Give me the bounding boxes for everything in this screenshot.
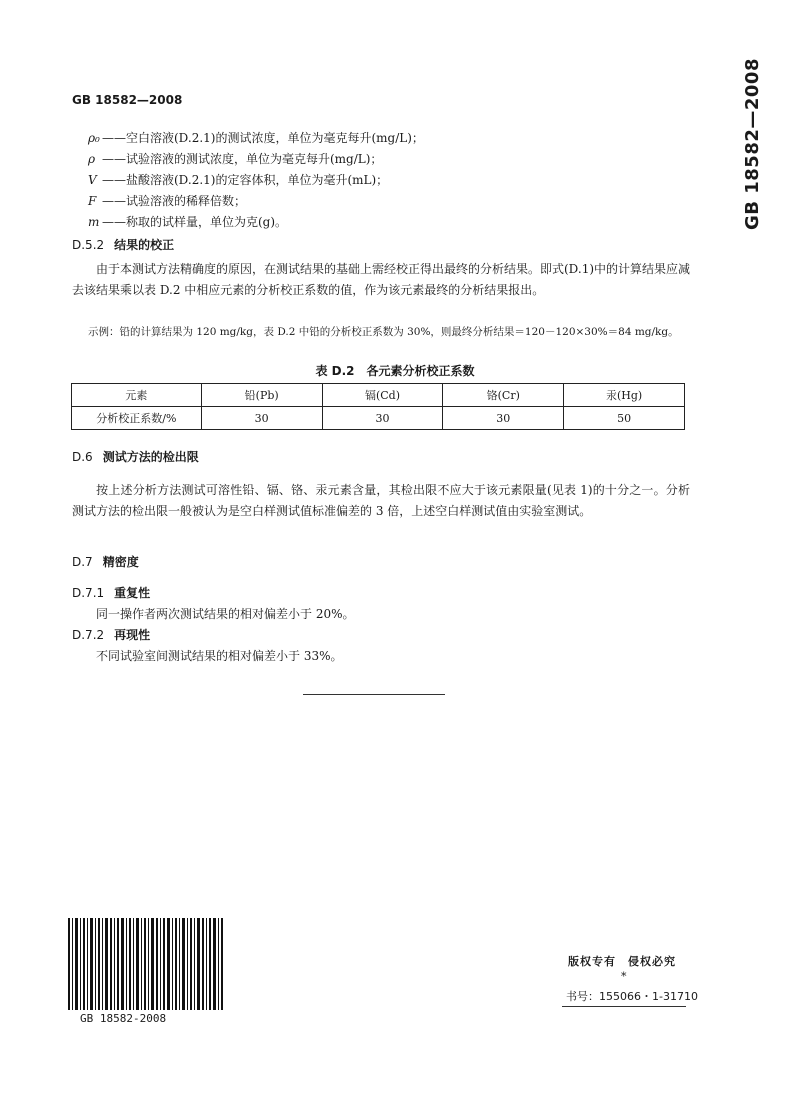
- definition-text: ——试验溶液的测试浓度，单位为毫克每升(mg/L)；: [102, 152, 383, 166]
- paragraph-text: 由于本测试方法精确度的原因，在测试结果的基础上需经校正得出最终的分析结果。即式(D.1)中的计算结果应减去该结果乘以表 D.2 中相应元素的分析校正系数的值，作为该元素最终的分析结果报出。: [72, 262, 691, 297]
- section-number: D.7.2: [72, 628, 105, 642]
- definition-symbol: F: [88, 194, 97, 208]
- definition-text: ——盐酸溶液(D.2.1)的定容体积，单位为毫升(mL)；: [102, 173, 389, 187]
- table-header-cell: 汞(Hg): [564, 384, 685, 407]
- definition-symbol: V: [88, 173, 97, 187]
- definition-item: [88, 149, 424, 170]
- star-mark: *: [621, 970, 627, 983]
- paragraph-correction: [72, 259, 690, 301]
- copyright-notice: 版权专有 侵权必究: [568, 955, 676, 968]
- book-number-rule: [562, 1006, 686, 1007]
- definition-item: [88, 128, 424, 149]
- section-heading-d72: [72, 626, 150, 643]
- barcode-icon: [66, 918, 226, 1010]
- table-row: [72, 407, 685, 430]
- correction-factor-table: [71, 383, 685, 430]
- section-heading-d6: [72, 448, 199, 465]
- paragraph-repeatability: 同一操作者两次测试结果的相对偏差小于 20%。: [96, 607, 355, 621]
- section-heading-d71: [72, 584, 150, 601]
- table-cell: 50: [564, 407, 685, 430]
- paragraph-text: 按上述分析方法测试可溶性铅、镉、铬、汞元素含量，其检出限不应大于该元素限量(见表 1)的十分之一。分析测试方法的检出限一般被认为是空白样测试值标准偏差的 3 倍，上述空白样测试值由实验室测试。: [72, 483, 690, 518]
- table-header-row: [72, 384, 685, 407]
- page-header: GB 18582—2008: [72, 93, 183, 107]
- definition-text: ——试验溶液的稀释倍数；: [102, 194, 247, 208]
- definition-text: ——空白溶液(D.2.1)的测试浓度，单位为毫克每升(mg/L)；: [102, 131, 424, 145]
- definition-item: [88, 212, 424, 233]
- section-heading-d7: [72, 553, 139, 570]
- barcode-caption: GB 18582-2008: [80, 1012, 167, 1025]
- section-number: D.6: [72, 450, 93, 464]
- definition-item: [88, 170, 424, 191]
- definition-text: ——称取的试样量，单位为克(g)。: [102, 215, 288, 229]
- variable-definitions: [88, 128, 424, 233]
- definition-item: [88, 191, 424, 212]
- example-note: 示例：铅的计算结果为 120 mg/kg，表 D.2 中铅的分析校正系数为 30%，则最终分析结果＝120－120×30%＝84 mg/kg。: [88, 326, 679, 338]
- table-header-cell: 铅(Pb): [201, 384, 322, 407]
- table-cell: 分析校正系数/%: [72, 407, 202, 430]
- paragraph-detection-limit: [72, 480, 690, 522]
- section-title: 重复性: [114, 586, 151, 600]
- table-cell: 30: [201, 407, 322, 430]
- book-number: 书号：155066・1-31710: [566, 990, 698, 1003]
- section-heading-d52: [72, 236, 174, 253]
- table-cell: 30: [322, 407, 443, 430]
- section-number: D.5.2: [72, 238, 105, 252]
- definition-symbol: ρ: [88, 152, 96, 166]
- section-title: 测试方法的检出限: [102, 450, 199, 464]
- paragraph-reproducibility: 不同试验室间测试结果的相对偏差小于 33%。: [96, 649, 343, 663]
- section-number: D.7: [72, 555, 93, 569]
- section-number: D.7.1: [72, 586, 105, 600]
- section-title: 结果的校正: [114, 238, 175, 252]
- table-header-cell: 镉(Cd): [322, 384, 443, 407]
- table-header-cell: 元素: [72, 384, 202, 407]
- definition-symbol: ρ₀: [88, 131, 100, 145]
- definition-symbol: m: [88, 215, 100, 229]
- section-title: 再现性: [114, 628, 151, 642]
- table-caption: 表 D.2 各元素分析校正系数: [315, 364, 475, 378]
- section-title: 精密度: [102, 555, 139, 569]
- table-cell: 30: [443, 407, 564, 430]
- end-rule: [303, 694, 445, 695]
- side-standard-label: GB 18582—2008: [742, 58, 763, 230]
- table-header-cell: 铬(Cr): [443, 384, 564, 407]
